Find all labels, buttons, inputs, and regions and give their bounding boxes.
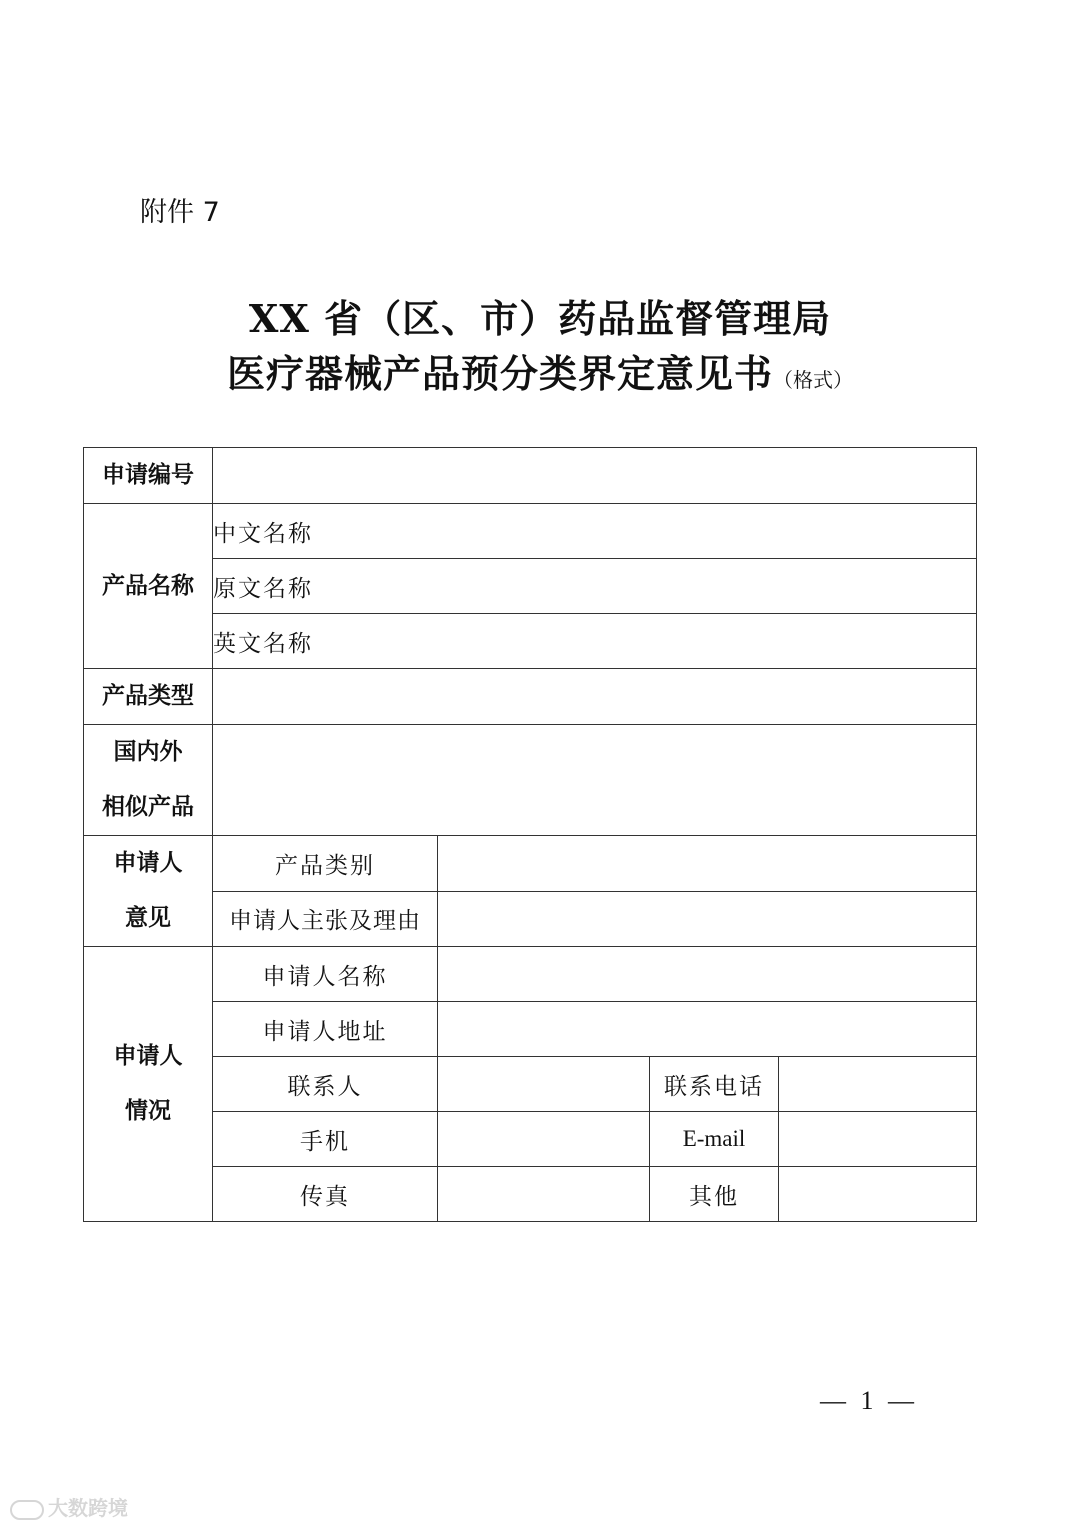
product-name-row-english <box>84 614 977 669</box>
watermark-text: 大数跨境 <box>48 1496 128 1520</box>
similar-products-label <box>84 725 213 836</box>
contact-person-field[interactable] <box>438 1057 650 1112</box>
attachment-label: 附件 7 <box>140 197 220 228</box>
document-title-line1: XX 省（区、市）药品监督管理局 <box>248 296 832 341</box>
applicant-address-field[interactable] <box>438 1002 977 1057</box>
other-label: 其他 <box>650 1167 779 1222</box>
applicant-address-label: 申请人地址 <box>213 1002 438 1057</box>
applicant-info-label-line1: 申请人 <box>113 1043 183 1069</box>
product-name-row-chinese <box>84 504 977 559</box>
mobile-email-row <box>84 1112 977 1167</box>
application-no-label: 申请编号 <box>84 448 213 504</box>
format-note: （格式） <box>773 368 853 392</box>
english-name-field[interactable]: 英文名称 <box>213 614 977 669</box>
mobile-label: 手机 <box>213 1112 438 1167</box>
similar-products-field[interactable] <box>213 725 977 836</box>
claim-reason-label: 申请人主张及理由 <box>213 891 438 947</box>
product-type-row <box>84 669 977 725</box>
document-title-main: 医疗器械产品预分类界定意见书 <box>226 351 773 396</box>
mobile-field[interactable] <box>438 1112 650 1167</box>
applicant-address-row <box>84 1002 977 1057</box>
contact-row <box>84 1057 977 1112</box>
claim-reason-field[interactable] <box>438 891 977 947</box>
classification-form-table <box>83 447 977 1222</box>
product-category-label: 产品类别 <box>213 836 438 892</box>
email-label: E-mail <box>650 1112 779 1167</box>
watermark <box>10 1492 128 1521</box>
chinese-name-field[interactable]: 中文名称 <box>213 504 977 559</box>
application-no-field[interactable] <box>213 448 977 504</box>
email-field[interactable] <box>779 1112 977 1167</box>
applicant-name-field[interactable] <box>438 947 977 1002</box>
applicant-opinion-label <box>84 836 213 947</box>
page-number: — 1 — <box>820 1386 918 1415</box>
original-name-field[interactable]: 原文名称 <box>213 559 977 614</box>
product-category-field[interactable] <box>438 836 977 892</box>
applicant-opinion-label-line2: 意见 <box>125 905 171 931</box>
other-field[interactable] <box>779 1167 977 1222</box>
product-category-row <box>84 836 977 892</box>
applicant-opinion-label-line1: 申请人 <box>113 850 183 876</box>
watermark-logo-icon <box>10 1500 44 1520</box>
fax-field[interactable] <box>438 1167 650 1222</box>
contact-phone-field[interactable] <box>779 1057 977 1112</box>
applicant-name-label: 申请人名称 <box>213 947 438 1002</box>
similar-products-label-line1: 国内外 <box>113 739 183 765</box>
contact-phone-label: 联系电话 <box>650 1057 779 1112</box>
similar-products-label-line2: 相似产品 <box>102 794 194 820</box>
product-name-row-original <box>84 559 977 614</box>
product-name-label: 产品名称 <box>84 504 213 669</box>
application-no-row <box>84 448 977 504</box>
applicant-info-label-line2: 情况 <box>125 1098 171 1124</box>
applicant-info-label <box>84 947 213 1222</box>
applicant-name-row <box>84 947 977 1002</box>
fax-other-row <box>84 1167 977 1222</box>
product-type-field[interactable] <box>213 669 977 725</box>
product-type-label: 产品类型 <box>84 669 213 725</box>
document-title-line2 <box>0 343 1080 398</box>
similar-products-row <box>84 725 977 836</box>
contact-person-label: 联系人 <box>213 1057 438 1112</box>
fax-label: 传真 <box>213 1167 438 1222</box>
claim-reason-row <box>84 891 977 947</box>
